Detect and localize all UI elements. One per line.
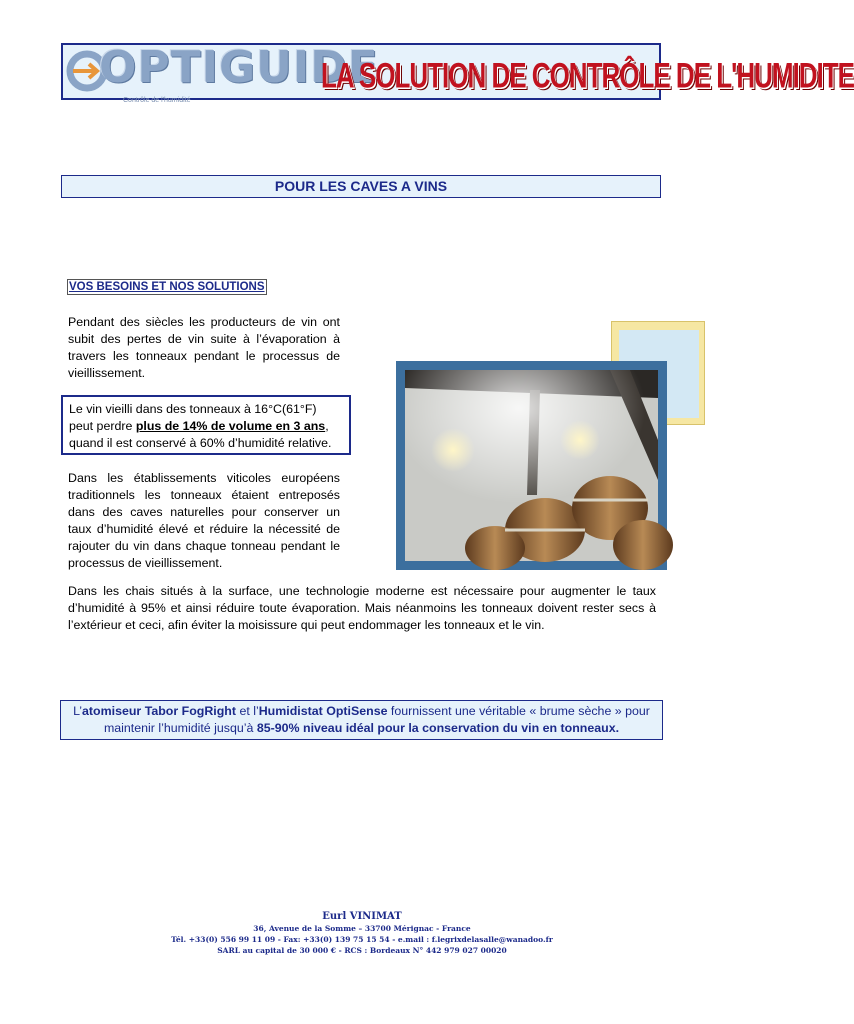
highlight-emphasis: plus de 14% de volume en 3 ans — [135, 419, 326, 433]
solution-product-humidistat: Humidistat OptiSense — [258, 704, 388, 718]
solution-text-3: fournissent une véritable « brume sèche » pour maintenir l’humidité jusqu’à — [103, 704, 650, 735]
header-title: LA SOLUTION DE CONTRÔLE DE L'HUMIDITE — [321, 55, 854, 96]
solution-text-1: L’ — [73, 704, 83, 718]
wine-cellar-photo — [405, 370, 658, 561]
optiguide-logo — [67, 42, 379, 96]
footer-contact: Tél. +33(0) 556 99 11 09 - Fax: +33(0) 139 75 15 54 - e.mail : f.legrixdelasalle@wanadoo.fr — [171, 935, 553, 944]
wine-cellar-image — [405, 370, 658, 561]
evaporation-highlight-box — [61, 395, 351, 455]
modern-technology-paragraph: Dans les chais situés à la surface, une technologie moderne est nécessaire pour augmenter le taux d’humidité à 95% et ainsi réduire toute évaporation. Mais néanmoins les tonneaux doivent rester secs à l’extérieur et ceci, afin éviter la moisissure qui peut endommager les tonneaux et le vin. — [68, 584, 656, 632]
logo-text: OPTIGUIDE — [99, 42, 379, 93]
solution-ideal-level: 85-90% niveau idéal pour la conservation du vin en tonneaux. — [256, 721, 620, 735]
logo-subtitle: Contrôle de l'humidité — [123, 97, 191, 104]
highlight-text-3: quand il est conservé à 60% d’humidité relative. — [69, 436, 332, 450]
solution-text-2: et l’ — [236, 704, 259, 718]
footer-address: 36, Avenue de la Somme – 33700 Mérignac - France — [253, 924, 471, 933]
highlight-text-2: , — [325, 419, 329, 433]
footer-legal: SARL au capital de 30 000 € - RCS : Bordeaux N° 442 979 027 00020 — [217, 946, 507, 955]
intro-paragraph: Pendant des siècles les producteurs de vin ont subit des pertes de vin suite à l’évaporation à travers les tonneaux pendant le processus de vieillissement. — [68, 315, 340, 380]
wine-cellar-photo-frame — [396, 361, 667, 570]
section-title: POUR LES CAVES A VINS — [61, 175, 661, 198]
tradition-paragraph: Dans les établissements viticoles européens traditionnels les tonneaux étaient entreposés dans des caves naturelles pour conserver un taux d’humidité élevé et réduire la nécessité de rajouter du vin dans chaque tonneau pendant le processus de vieillissement. — [68, 471, 340, 570]
solution-product-atomiser: atomiseur Tabor FogRight — [82, 704, 236, 718]
header-banner — [61, 42, 854, 104]
footer — [150, 911, 574, 956]
needs-heading: VOS BESOINS ET NOS SOLUTIONS — [69, 281, 265, 293]
solution-box — [60, 700, 663, 740]
highlight-text-1: Le vin vieilli dans des tonneaux à 16°C(61°F) peut perdre — [69, 402, 317, 433]
footer-company: Eurl VINIMAT — [322, 911, 402, 922]
